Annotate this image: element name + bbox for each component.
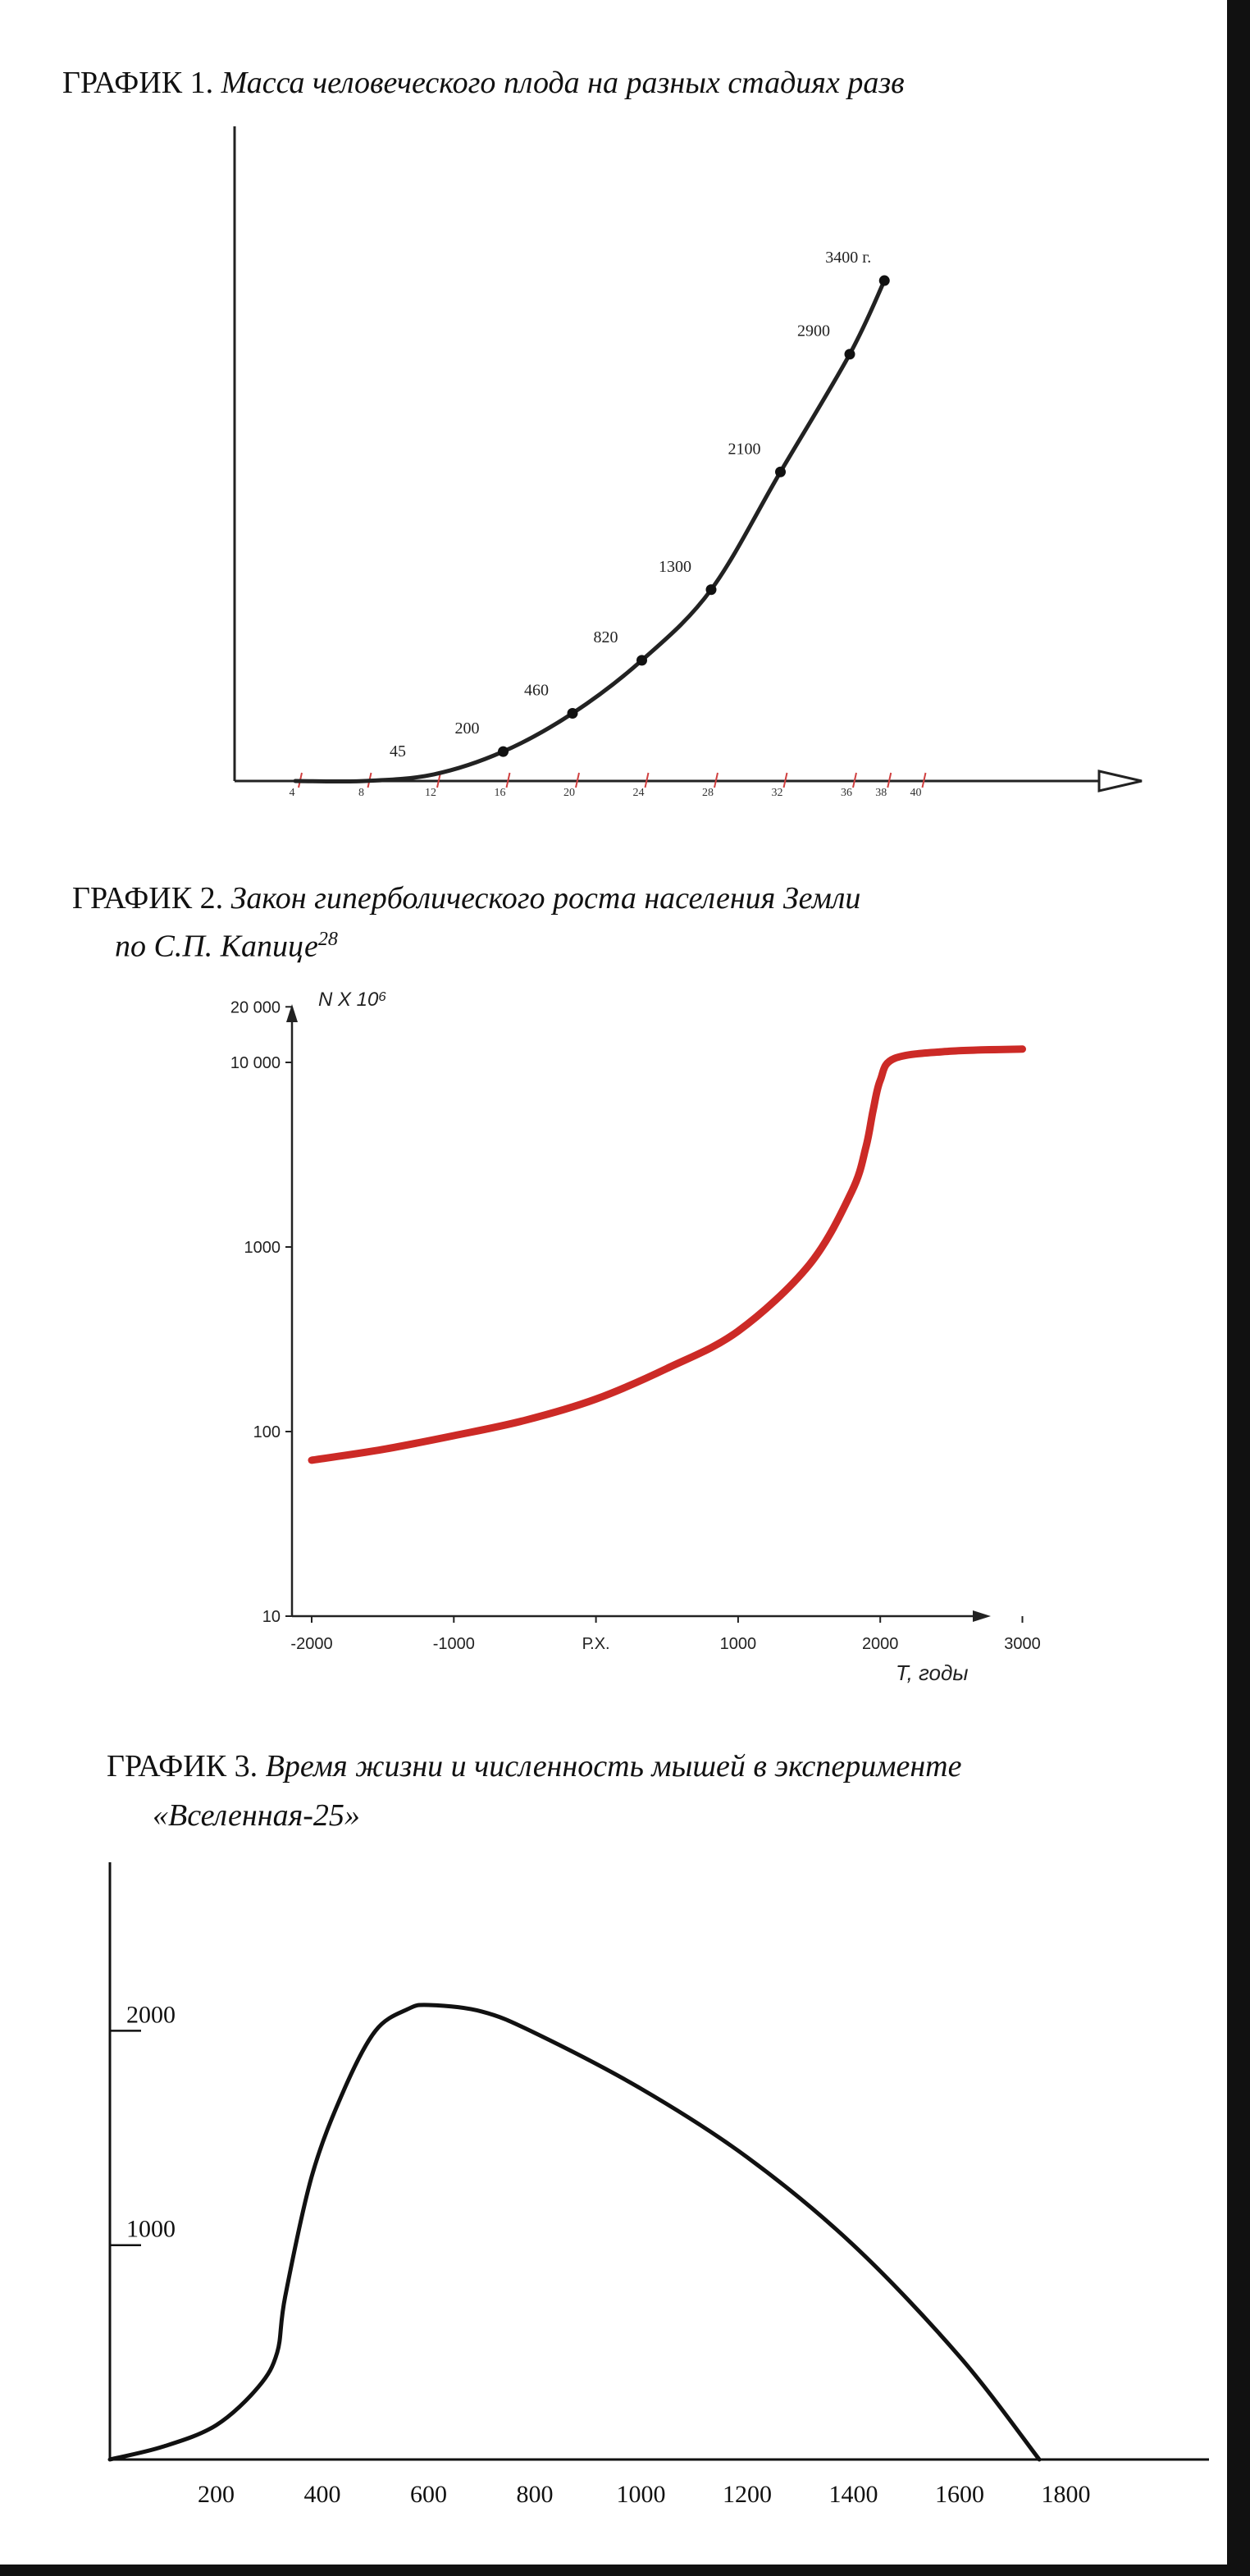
chart1-data-label: 1300 xyxy=(659,557,691,576)
chart2-population-curve xyxy=(312,1049,1023,1460)
bottom-edge-bar xyxy=(0,2565,1250,2576)
chart1-x-tick-label: 40 xyxy=(910,787,922,799)
chart1-x-tick-label: 20 xyxy=(563,787,575,799)
chart2-x-tick-label: Р.Х. xyxy=(582,1635,610,1653)
chart1-data-point xyxy=(706,584,717,595)
chart3-x-tick-label: 600 xyxy=(410,2481,447,2508)
chart2-y-tick-label: 10 000 xyxy=(230,1054,281,1072)
chart2-y-tick-label: 1000 xyxy=(244,1239,281,1257)
chart3-x-tick-label: 1800 xyxy=(1041,2481,1091,2508)
chart2-title-line2 xyxy=(115,927,338,966)
chart3-x-tick-label: 400 xyxy=(303,2481,341,2508)
chart1-x-tick-label: 8 xyxy=(358,787,364,799)
chart1-x-tick-label: 12 xyxy=(425,787,436,799)
chart2-x-tick-label: 2000 xyxy=(861,1635,899,1653)
chart3-x-tick-label: 1400 xyxy=(828,2481,878,2508)
chart1-x-tick-label: 28 xyxy=(702,787,714,799)
chart1-data-label: 200 xyxy=(454,719,480,738)
chart1-data-label: 3400 г. xyxy=(825,249,872,267)
chart1-data-point xyxy=(775,467,786,477)
chart2-y-tick-label: 20 000 xyxy=(230,998,281,1017)
chart1-curve xyxy=(295,281,884,782)
chart3-x-tick-label: 1200 xyxy=(723,2481,772,2508)
chart3-title-line2: «Вселенная-25» xyxy=(153,1798,360,1833)
chart1-title-text: Масса человеческого плода на разных стадиях разв xyxy=(221,66,905,100)
chart1-x-tick-label: 16 xyxy=(494,787,506,799)
chart2-x-axis-arrow xyxy=(973,1610,991,1622)
chart3-title xyxy=(107,1747,962,1787)
chart2-population-growth xyxy=(0,976,1227,1698)
chart3-x-tick-label: 800 xyxy=(516,2481,554,2508)
chart3-y-tick-label: 2000 xyxy=(126,2001,176,2029)
chart3-population-curve xyxy=(110,2005,1039,2460)
chart1-title-lead: ГРАФИК 1. xyxy=(62,66,214,100)
chart1-title xyxy=(62,64,1225,103)
chart2-y-tick-label: 100 xyxy=(253,1423,281,1441)
chart2-title-line2-text: по С.П. Капице xyxy=(115,929,318,964)
chart1-data-point xyxy=(845,349,855,359)
chart3-x-tick-label: 1000 xyxy=(616,2481,666,2508)
chart2-x-axis-title: Т, годы xyxy=(896,1660,969,1685)
chart2-x-tick-label: -2000 xyxy=(290,1635,333,1653)
chart2-x-tick-label: 1000 xyxy=(719,1635,757,1653)
chart1-x-tick-label: 38 xyxy=(875,787,887,799)
chart1-data-label: 460 xyxy=(524,681,549,700)
chart1-data-label: 820 xyxy=(593,628,618,646)
chart2-x-tick-label: -1000 xyxy=(432,1635,475,1653)
chart3-mouse-population xyxy=(0,1846,1227,2551)
chart1-data-point xyxy=(568,708,578,719)
chart3-x-tick-label: 200 xyxy=(198,2481,235,2508)
chart1-data-point xyxy=(498,747,509,757)
chart1-x-tick-label: 36 xyxy=(841,787,852,799)
chart1-data-point xyxy=(636,655,647,665)
chart1-x-tick-label: 4 xyxy=(289,787,295,799)
chart2-x-tick-label: 3000 xyxy=(1004,1635,1041,1653)
chart2-title-lead: ГРАФИК 2. xyxy=(72,881,224,916)
chart1-fetal-mass xyxy=(0,115,1227,820)
chart2-title-text: Закон гиперболического роста населения Земли xyxy=(230,881,861,916)
chart1-x-tick-label: 32 xyxy=(771,787,783,799)
chart1-data-label: 45 xyxy=(390,742,406,760)
chart2-title xyxy=(72,879,860,919)
chart1-data-label: 2100 xyxy=(728,440,761,459)
chart1-data-point xyxy=(879,276,890,286)
chart1-data-label: 2900 xyxy=(797,322,830,340)
chart1-x-tick-label: 24 xyxy=(632,787,645,799)
chart2-y-tick-label: 10 xyxy=(262,1608,281,1626)
chart1-x-axis-arrow xyxy=(1099,771,1142,791)
chart3-x-tick-label: 1600 xyxy=(935,2481,984,2508)
chart3-title-lead: ГРАФИК 3. xyxy=(107,1749,258,1784)
chart2-title-note: 28 xyxy=(317,929,338,950)
right-edge-bar xyxy=(1227,0,1250,2576)
chart3-y-tick-label: 1000 xyxy=(126,2215,176,2243)
chart2-y-axis-title: N X 10⁶ xyxy=(318,989,387,1011)
chart3-title-text: Время жизни и численность мышей в эксперименте xyxy=(265,1749,962,1784)
